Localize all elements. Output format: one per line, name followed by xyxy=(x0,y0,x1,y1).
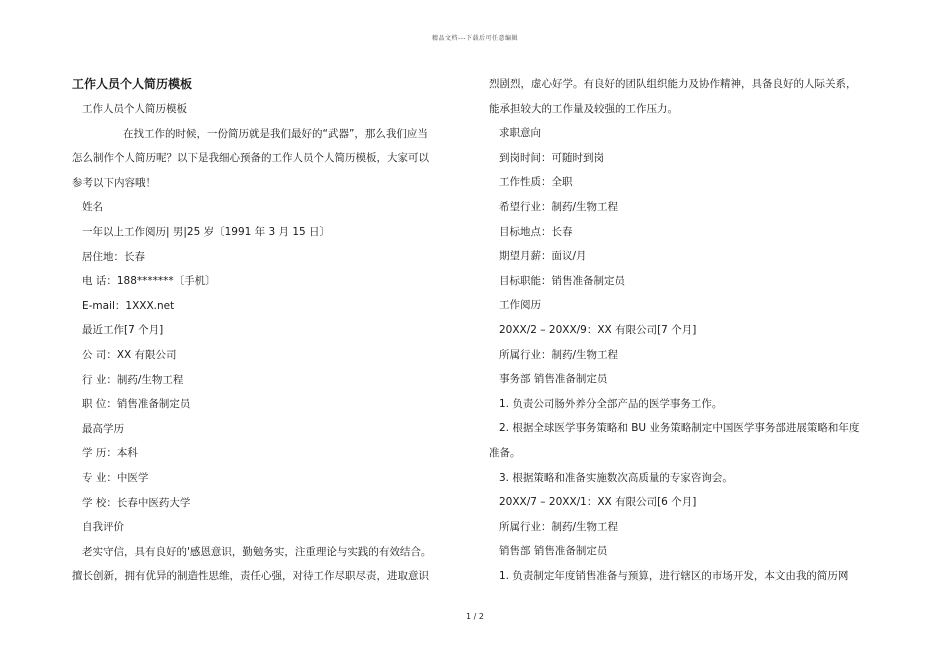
target-function-field: 目标职能：销售准备制定员 xyxy=(499,274,625,287)
section-heading-recent-job: 最近工作[7 个月] xyxy=(82,324,164,337)
job-1-industry: 所属行业：制药/生物工程 xyxy=(499,348,619,361)
start-time-field: 到岗时间：可随时到岗 xyxy=(499,151,604,164)
job-1-department: 事务部 销售准备制定员 xyxy=(499,373,608,386)
job-type-field: 工作性质：全职 xyxy=(499,176,573,189)
document-title: 工作人员个人简历模板 xyxy=(72,77,193,91)
section-heading-self-eval: 自我评价 xyxy=(82,521,124,534)
job-2-duty-1: 1. 负责制定年度销售准备与预算，进行辖区的市场开发，本文由我的简历网 xyxy=(499,569,849,582)
job-2-industry: 所属行业：制药/生物工程 xyxy=(499,520,619,533)
email-field: E-mail：1XXX.net xyxy=(82,299,175,312)
phone-field: 电 话：188*******〔手机〕 xyxy=(82,275,216,288)
industry-field: 行 业：制药/生物工程 xyxy=(82,373,184,386)
continuation-line: 烈剧烈，虚心好学。有良好的团队组织能力及协作精神，具备良好的人际关系， xyxy=(489,78,857,90)
self-eval-paragraph xyxy=(72,540,464,589)
self-eval-line: 老实守信，具有良好的'感恩意识，勤勉务实，注重理论与实践的有效结合。 xyxy=(82,545,432,558)
page-number: 1 / 2 xyxy=(466,612,484,621)
company-field: 公 司：XX 有限公司 xyxy=(82,348,177,361)
job-1-duty-3: 3. 根据策略和准备实施数次高质量的专家咨询会。 xyxy=(499,471,733,484)
self-eval-continuation xyxy=(489,72,887,121)
intro-line: 怎么制作个人简历呢？以下是我细心预备的工作人员个人简历模板，大家可以 xyxy=(72,152,429,165)
section-heading-education: 最高学历 xyxy=(82,422,124,435)
job-2-department: 销售部 销售准备制定员 xyxy=(499,545,608,558)
school-field: 学 校：长春中医药大学 xyxy=(82,496,191,509)
self-eval-line: 擅长创新，拥有优异的制造性思维，责任心强，对待工作尽职尽责，进取意识 xyxy=(72,570,429,583)
target-location-field: 目标地点：长春 xyxy=(499,225,573,238)
intro-line: 参考以下内容哦！ xyxy=(72,176,156,189)
section-heading-name: 姓名 xyxy=(82,201,103,214)
job-2-period: 20XX/7 – 20XX/1：XX 有限公司[6 个月] xyxy=(499,496,697,509)
residence-field: 居住地：长春 xyxy=(82,250,145,263)
intro-paragraph xyxy=(72,122,464,196)
continuation-line: 能承担较大的工作量及较强的工作压力。 xyxy=(489,102,678,115)
job-1-duty-2 xyxy=(489,416,887,465)
experience-summary: 一年以上工作阅历| 男|25 岁〔1991 年 3 月 15 日〕 xyxy=(82,225,331,238)
expected-salary-field: 期望月薪：面议/月 xyxy=(499,250,587,263)
duty-line: 2. 根据全球医学事务策略和 BU 业务策略制定中国医学事务部进展策略和年度 xyxy=(499,422,860,435)
duty-line: 准备。 xyxy=(489,446,521,459)
job-1-duty-1: 1. 负责公司肠外养分全部产品的医学事务工作。 xyxy=(499,397,723,410)
job-1-period: 20XX/2 – 20XX/9：XX 有限公司[7 个月] xyxy=(499,323,697,336)
section-heading-job-intent: 求职意向 xyxy=(499,127,541,140)
section-heading-work-history: 工作阅历 xyxy=(499,299,541,312)
document-subtitle: 工作人员个人简历模板 xyxy=(82,103,187,115)
major-field: 专 业：中医学 xyxy=(82,471,149,484)
intro-line: 在找工作的时候，一份简历就是我们最好的“武器”，那么我们应当 xyxy=(123,127,428,140)
page-header-note: 精品文档---下载后可任意编辑 xyxy=(432,35,518,42)
left-column xyxy=(72,72,464,589)
position-field: 职 位：销售准备制定员 xyxy=(82,398,191,411)
degree-field: 学 历：本科 xyxy=(82,447,138,460)
right-column xyxy=(489,72,887,588)
desired-industry-field: 希望行业：制药/生物工程 xyxy=(499,200,619,213)
